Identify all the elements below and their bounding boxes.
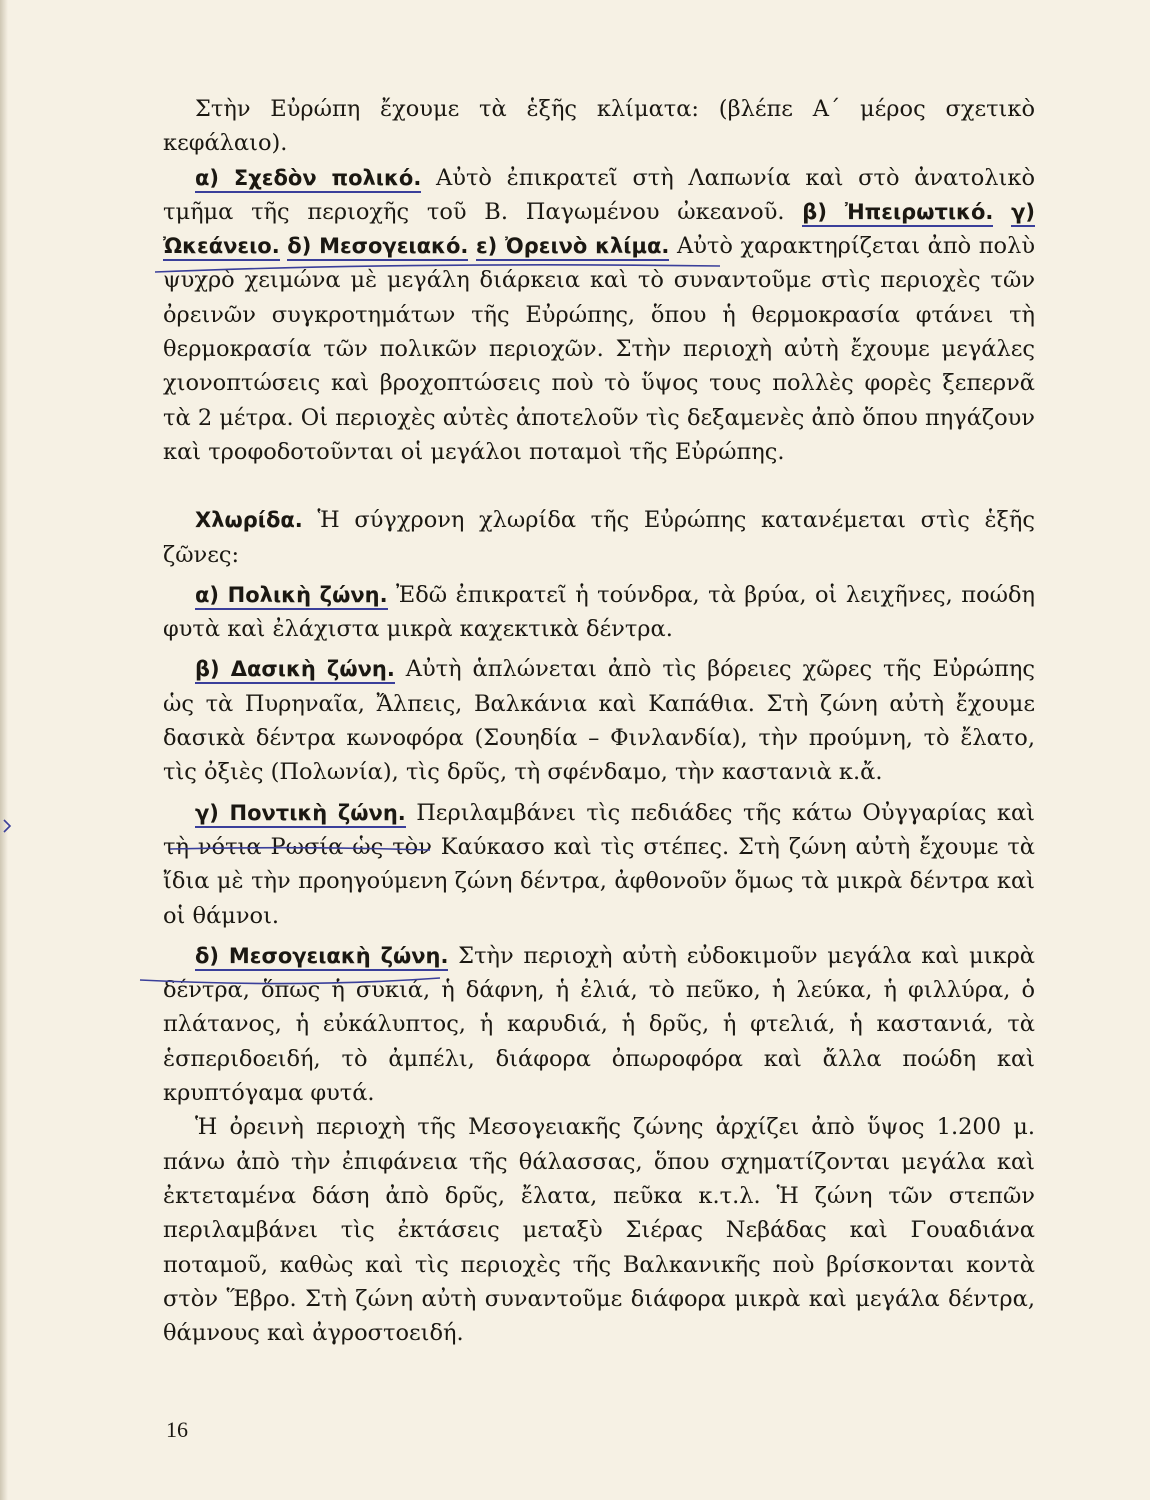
body-text [163,92,1035,1350]
zone-paragraph [163,652,1035,789]
zone-paragraph [163,939,1035,1110]
climate-c-label: γ) Ὠκεάνειο. [163,200,1035,261]
zone-text: Αὐτὴ ἁπλώνεται ἀπὸ τὶς βόρειες χῶρες τῆς Εὐρώπης ὡς τὰ Πυρηναῖα, Ἄλπεις, Βαλκάνια καὶ Καπάθια. Στὴ ζώνη αὐτὴ ἔχουμε δασικὰ δέντρα κωνοφόρα (Σουηδία – Φινλανδία), τὴν προύμνη, τὸ ἔλατο, τὶς ὀξιὲς (Πολωνία), τὶς δρῦς, τὴ σφένδαμο, τὴν καστανιὰ κ.ἄ. [163,656,1036,786]
climate-a-text: Αὐτὸ ἐπικρατεῖ στὴ Λαπωνία καὶ στὸ ἀνατολικὸ τμῆμα τῆς περιοχῆς τοῦ Β. Παγωμένου ὠκεανοῦ. [163,164,1035,225]
page-number: 16 [166,1417,188,1442]
flora-heading: Χλωρίδα. [195,508,303,533]
zone-label: β) Δασικὴ ζώνη. [195,657,395,684]
page-spine-shadow [0,0,8,1500]
intro-paragraph [163,92,1035,161]
zone-label: δ) Μεσογειακὴ ζώνη. [195,944,448,971]
zone-label: α) Πολικὴ ζώνη. [195,583,388,610]
mountain-text: Ἡ ὀρεινὴ περιοχὴ τῆς Μεσογειακῆς ζώνης ἀρχίζει ἀπὸ ὕψος 1.200 μ. πάνω ἀπὸ τὴν ἐπιφάνεια τῆς θάλασσας, ὅπου σχηματίζονται μεγάλα καὶ ἐκτεταμένα δάση ἀπὸ δρῦς, ἔλατα, πεῦκα κ.τ.λ. Ἡ ζώνη τῶν στεπῶν περιλαμβάνει τὶς ἐκτάσεις μεταξὺ Σιέρας Νεβάδας καὶ Γουαδιάνα ποταμοῦ, καθὼς καὶ τὶς περιοχὲς τῆς Βαλκανικῆς ποὺ βρίσκονται κοντὰ στὸν Ἕβρο. Στὴ ζώνη αὐτὴ συναντοῦμε διάφορα μικρὰ καὶ μεγάλα δέντρα, θάμνους καὶ ἀγροστοειδή. [163,1114,1035,1347]
climate-d-label: δ) Μεσογειακό. [287,234,468,261]
zone-text: Ἐδῶ ἐπικρατεῖ ἡ τούνδρα, τὰ βρύα, οἱ λειχῆνες, ποώδη φυτὰ καὶ ἐλάχιστα μικρὰ καχεκτικὰ δέντρα. [163,581,1035,643]
climate-a-label: α) Σχεδὸν πολικό. [195,166,421,193]
zone-text: Περιλαμβάνει τὶς πεδιάδες τῆς κάτω Οὐγγαρίας καὶ τὴ νότια Ρωσία ὡς τὸν Καύκασο καὶ τὶς στέπες. Στὴ ζώνη αὐτὴ ἔχουμε τὰ ἴδια μὲ τὴν προηγούμενη ζώνη δέντρα, ἀφθονοῦν ὅμως τὰ μικρὰ δέντρα καὶ οἱ θάμνοι. [163,799,1035,929]
climate-paragraph [163,161,1035,470]
zone-label: γ) Ποντικὴ ζώνη. [195,801,406,828]
mountain-paragraph [163,1110,1035,1350]
flora-intro-paragraph [163,503,1035,572]
flora-intro-text: Ἡ σύγχρονη χλωρίδα τῆς Εὐρώπης κατανέμεται στὶς ἑξῆς ζῶνες: [163,507,1035,568]
climate-e-label: ε) Ὀρεινὸ κλίμα. [476,234,669,261]
zone-paragraph [163,578,1035,647]
zone-text: Στὴν περιοχὴ αὐτὴ εὐδοκιμοῦν μεγάλα καὶ μικρὰ δέντρα, ὅπως ἡ συκιά, ἡ δάφνη, ἡ ἐλιά, τὸ πεῦκο, ἡ λεύκα, ἡ φιλλύρα, ὁ πλάτανος, ἡ εὐκάλυπτος, ἡ καρυδιά, ἡ δρῦς, ἡ φτελιά, ἡ καστανιά, τὰ ἑσπεριδοειδή, τὸ ἀμπέλι, διάφορα ὀπωροφόρα καὶ ἄλλα ποώδη καὶ κρυπτόγαμα φυτά. [163,942,1035,1107]
zone-paragraph [163,796,1035,933]
intro-text: Στὴν Εὐρώπη ἔχουμε τὰ ἑξῆς κλίματα: (βλέπε Α΄ μέρος σχετικὸ κεφάλαιο). [163,96,1035,157]
climate-b-label: β) Ἠπειρωτικό. [802,200,993,227]
climate-e-text: Αὐτὸ χαρακτηρίζεται ἀπὸ πολὺ ψυχρὸ χειμώνα μὲ μεγάλη διάρκεια καὶ τὸ συναντοῦμε στὶς περιοχὲς τῶν ὀρεινῶν συγκροτημάτων τῆς Εὐρώπης, ὅπου ἡ θερμοκρασία φτάνει τὴ θερμοκρασία τῶν πολικῶν περιοχῶν. Στὴν περιοχὴ αὐτὴ ἔχουμε μεγάλες χιονοπτώσεις καὶ βροχοπτώσεις ποὺ τὸ ὕψος τους πολλὲς φορὲς ξεπερνᾶ τὰ 2 μέτρα. Οἱ περιοχὲς αὐτὲς ἀποτελοῦν τὶς δεξαμενὲς ἀπὸ ὅπου πηγάζουν καὶ τροφοδοτοῦνται οἱ μεγάλοι ποταμοὶ τῆς Εὐρώπης. [163,233,1036,465]
